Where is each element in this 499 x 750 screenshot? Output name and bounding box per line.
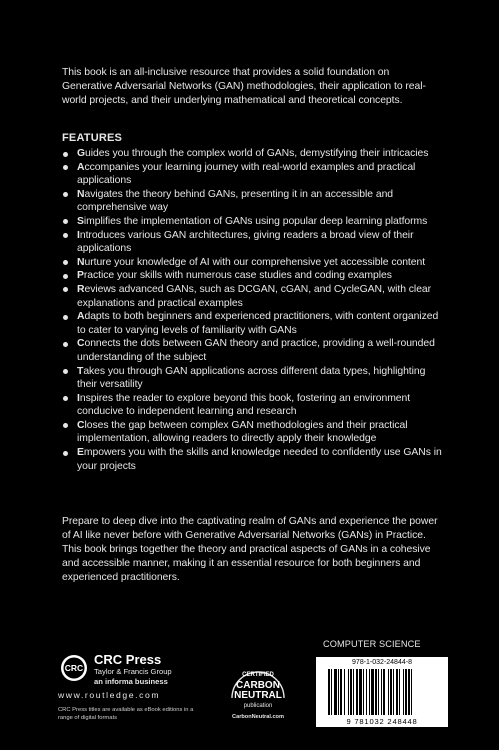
feature-initial: C xyxy=(77,338,85,350)
bullet-icon xyxy=(63,287,68,292)
bullet-icon xyxy=(63,165,68,170)
feature-item xyxy=(62,215,447,229)
feature-item xyxy=(62,419,447,446)
ebook-note: CRC Press titles are available as eBook editions in a range of digital formats xyxy=(58,707,194,721)
publisher-website: www.routledge.com xyxy=(58,690,161,700)
feature-text: avigates the theory behind GANs, presenting it in an accessible and comprehensive way xyxy=(77,188,394,214)
barcode-bar xyxy=(363,669,364,715)
barcode-bar xyxy=(411,669,412,715)
feature-initial: R xyxy=(77,283,85,295)
carbon-publication-text: publication xyxy=(243,703,273,709)
feature-initial: I xyxy=(77,392,80,404)
bullet-icon xyxy=(63,152,68,157)
feature-initial: G xyxy=(77,148,86,159)
barcode-bar xyxy=(334,669,337,715)
feature-initial: E xyxy=(77,447,84,459)
barcode-bar xyxy=(378,669,379,715)
crc-logo-text: CRC xyxy=(64,663,84,674)
barcode-bar xyxy=(375,669,377,715)
intro-paragraph: This book is an all-inclusive resource that provides a solid foundation on Generative Adversarial Networks (GAN) methodologies, their application to real-world projects, and their underlying mathematical and theoretical concepts. xyxy=(62,67,426,106)
feature-text: mpowers you with the skills and knowledge needed to confidently use GANs in your projects xyxy=(77,447,442,472)
crc-press-logo-icon xyxy=(60,654,88,682)
bullet-icon xyxy=(63,423,68,428)
bullet-icon xyxy=(63,342,68,347)
bullet-icon xyxy=(63,369,68,374)
feature-text: implifies the implementation of GANs using popular deep learning platforms xyxy=(83,215,428,227)
bullet-icon xyxy=(63,219,68,224)
barcode-number: 9 781032 248448 xyxy=(346,717,418,726)
features-list xyxy=(62,147,447,473)
barcode-bar xyxy=(383,669,385,715)
subject-category: COMPUTER SCIENCE xyxy=(323,639,421,649)
bullet-icon xyxy=(63,396,68,401)
feature-text: loses the gap between complex GAN methodologies and their practical implementation, allowing readers to directly apply their knowledge xyxy=(77,419,408,445)
barcode-bar xyxy=(353,669,354,715)
barcode-bar xyxy=(359,669,362,715)
barcode-bars xyxy=(328,669,436,715)
feature-text: uides you through the complex world of GANs, demystifying their intricacies xyxy=(85,148,429,159)
feature-item xyxy=(62,365,447,392)
barcode-bar xyxy=(344,669,345,715)
publisher-business-line: an informa business xyxy=(94,677,168,686)
isbn-barcode xyxy=(316,657,448,727)
carbon-word-text: CARBON xyxy=(236,680,280,691)
barcode-bar xyxy=(348,669,349,715)
barcode-bar xyxy=(399,669,400,715)
publisher-group xyxy=(94,667,172,687)
feature-text: ntroduces various GAN architectures, giving readers a broad view of their applications xyxy=(77,229,414,255)
feature-initial: T xyxy=(77,365,84,377)
feature-initial: I xyxy=(77,229,80,241)
bullet-icon xyxy=(63,274,68,279)
feature-text: onnects the dots between GAN theory and practice, providing a well-rounded understanding of the subject xyxy=(77,338,435,363)
feature-initial: N xyxy=(77,256,85,268)
feature-item xyxy=(62,337,447,364)
barcode-bar xyxy=(405,669,407,715)
barcode-bar xyxy=(369,669,370,715)
barcode-bar xyxy=(350,669,352,715)
feature-item xyxy=(62,229,447,256)
barcode-bar xyxy=(340,669,342,715)
barcode-bar xyxy=(328,669,330,715)
feature-text: akes you through GAN applications across different data types, highlighting their versatility xyxy=(77,365,426,391)
barcode-bar xyxy=(371,669,374,715)
feature-initial: A xyxy=(77,161,85,173)
isbn-text: 978-1-032-24844-8 xyxy=(352,659,412,666)
feature-item xyxy=(62,310,447,337)
barcode-bar xyxy=(396,669,398,715)
feature-item xyxy=(62,188,447,215)
publisher-group-line: Taylor & Francis Group xyxy=(94,667,172,676)
feature-text: eviews advanced GANs, such as DCGAN, cGAN, and CycleGAN, with clear explanations and practical examples xyxy=(77,283,432,309)
barcode-bar xyxy=(338,669,339,715)
carbon-neutral-website: CarbonNeutral.com xyxy=(232,714,284,720)
feature-item xyxy=(62,446,447,473)
carbon-neutral-text: NEUTRAL xyxy=(234,690,282,701)
barcode-bar xyxy=(390,669,392,715)
feature-item xyxy=(62,256,447,270)
feature-text: ccompanies your learning journey with real-world examples and practical applications xyxy=(77,161,416,187)
barcode-bar xyxy=(393,669,394,715)
feature-text: nspires the reader to explore beyond this book, fostering an environment conducive to independent learning and research xyxy=(77,392,411,418)
closing-paragraph: Prepare to deep dive into the captivating realm of GANs and experience the power of AI like never before with Generative Adversarial Networks (GANs) in Practice. This book brings together the theory and practical aspects of GANs in a cohesive and accessible manner, making it an essential resource for both beginners and experienced practitioners. xyxy=(62,516,438,583)
barcode-bar xyxy=(381,669,382,715)
feature-text: urture your knowledge of AI with our comprehensive yet accessible content xyxy=(84,256,426,268)
feature-item xyxy=(62,269,447,283)
bullet-icon xyxy=(63,233,68,238)
barcode-bar xyxy=(331,669,332,715)
features-heading: FEATURES xyxy=(62,132,123,144)
barcode-bar xyxy=(403,669,404,715)
barcode-bar xyxy=(356,669,358,715)
feature-initial: P xyxy=(77,270,84,282)
carbon-certified-text: CERTIFIED xyxy=(242,672,274,678)
feature-initial: C xyxy=(77,419,85,431)
bullet-icon xyxy=(63,315,68,320)
feature-item xyxy=(62,392,447,419)
feature-initial: S xyxy=(77,215,84,227)
bullet-icon xyxy=(63,260,68,265)
feature-text: ractice your skills with numerous case studies and coding examples xyxy=(83,270,392,282)
feature-initial: N xyxy=(77,188,85,200)
publisher-name: CRC Press xyxy=(94,652,162,667)
bullet-icon xyxy=(63,451,68,456)
barcode-bar xyxy=(388,669,389,715)
barcode-bar xyxy=(408,669,410,715)
bullet-icon xyxy=(63,192,68,197)
barcode-bar xyxy=(366,669,367,715)
feature-text: dapts to both beginners and experienced practitioners, with content organized to cater to varying levels of familiarity with GANs xyxy=(77,311,439,336)
feature-item xyxy=(62,147,447,161)
feature-initial: A xyxy=(77,311,85,323)
feature-item xyxy=(62,283,447,310)
feature-item xyxy=(62,161,447,188)
